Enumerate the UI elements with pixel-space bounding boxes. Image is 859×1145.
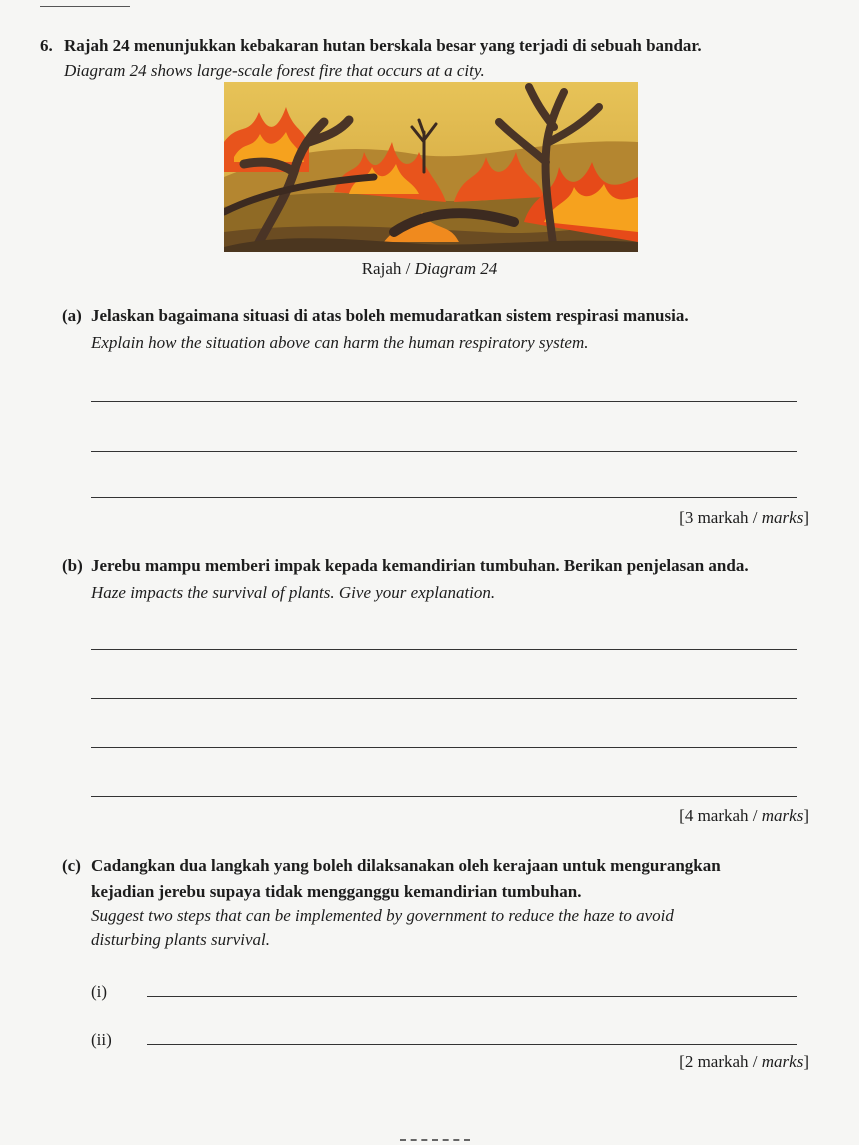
question-stem-english: Diagram 24 shows large-scale forest fire that occurs at a city. bbox=[64, 61, 485, 80]
forest-fire-image bbox=[224, 82, 638, 252]
answer-line[interactable] bbox=[147, 996, 797, 997]
forest-fire-illustration bbox=[224, 82, 638, 252]
question-number: 6. bbox=[40, 36, 53, 55]
answer-line[interactable] bbox=[147, 1044, 797, 1045]
answer-line[interactable] bbox=[91, 649, 797, 650]
sub-part-ii-label: (ii) bbox=[91, 1030, 112, 1049]
marks-bracket: ] bbox=[803, 1052, 809, 1071]
answer-line[interactable] bbox=[91, 401, 797, 402]
part-c-marks bbox=[679, 1052, 809, 1072]
part-c-label: (c) bbox=[62, 856, 81, 875]
marks-english: marks bbox=[761, 806, 804, 825]
marks-malay: [3 markah / bbox=[679, 508, 762, 527]
part-a-label: (a) bbox=[62, 306, 82, 325]
part-c-english-line1: Suggest two steps that can be implemented by government to reduce the haze to avoid bbox=[91, 906, 674, 925]
page-bottom-mark bbox=[400, 1139, 470, 1141]
part-a-marks bbox=[679, 508, 809, 528]
marks-malay: [2 markah / bbox=[679, 1052, 762, 1071]
answer-line[interactable] bbox=[91, 698, 797, 699]
marks-english: marks bbox=[761, 508, 804, 527]
part-c-malay-line1: Cadangkan dua langkah yang boleh dilaksanakan oleh kerajaan untuk mengurangkan bbox=[91, 856, 721, 875]
answer-line[interactable] bbox=[91, 796, 797, 797]
part-b-marks bbox=[679, 806, 809, 826]
part-c-english-line2: disturbing plants survival. bbox=[91, 930, 270, 949]
part-b-label: (b) bbox=[62, 556, 83, 575]
caption-english: Diagram 24 bbox=[414, 259, 498, 278]
answer-line[interactable] bbox=[91, 451, 797, 452]
top-rule bbox=[40, 6, 130, 7]
figure-caption bbox=[0, 259, 859, 279]
marks-english: marks bbox=[761, 1052, 804, 1071]
caption-malay: Rajah / bbox=[361, 259, 415, 278]
question-stem-malay: Rajah 24 menunjukkan kebakaran hutan berskala besar yang terjadi di sebuah bandar. bbox=[64, 36, 702, 55]
marks-bracket: ] bbox=[803, 806, 809, 825]
part-a-english: Explain how the situation above can harm the human respiratory system. bbox=[91, 333, 589, 352]
part-c-malay-line2: kejadian jerebu supaya tidak mengganggu kemandirian tumbuhan. bbox=[91, 882, 582, 901]
marks-malay: [4 markah / bbox=[679, 806, 762, 825]
answer-line[interactable] bbox=[91, 497, 797, 498]
answer-line[interactable] bbox=[91, 747, 797, 748]
part-a-malay: Jelaskan bagaimana situasi di atas boleh memudaratkan sistem respirasi manusia. bbox=[91, 306, 689, 325]
marks-bracket: ] bbox=[803, 508, 809, 527]
part-b-english: Haze impacts the survival of plants. Give your explanation. bbox=[91, 583, 496, 602]
sub-part-i-label: (i) bbox=[91, 982, 108, 1001]
part-b-malay: Jerebu mampu memberi impak kepada kemandirian tumbuhan. Berikan penjelasan anda. bbox=[91, 556, 749, 575]
